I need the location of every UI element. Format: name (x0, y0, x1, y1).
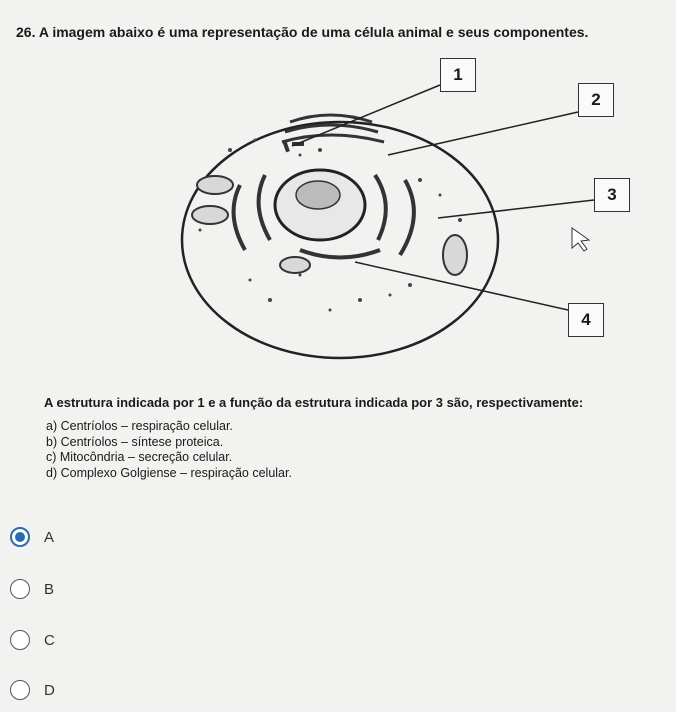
statement-b: b) Centríolos – síntese proteica. (46, 434, 224, 449)
radio-b[interactable] (10, 579, 30, 599)
nucleolus (296, 181, 340, 209)
choice-d-label: D (44, 681, 55, 699)
choice-d[interactable] (10, 677, 55, 703)
statement-d: d) Complexo Golgiense – respiração celular. (46, 465, 292, 480)
choice-a-label: A (44, 528, 55, 546)
radio-d[interactable] (10, 680, 30, 700)
statement-a: a) Centríolos – respiração celular. (46, 419, 233, 433)
radio-c[interactable] (10, 630, 30, 650)
label-box-4: 4 (568, 303, 604, 337)
radio-a[interactable] (10, 527, 30, 547)
choice-c[interactable] (10, 627, 55, 653)
label-box-2: 2 (578, 83, 614, 117)
choice-a[interactable] (10, 524, 54, 550)
label-box-3: 3 (594, 178, 630, 212)
choice-c-label: C (44, 631, 55, 649)
choice-b-label: B (44, 580, 55, 598)
statement-c: c) Mitocôndria – secreção celular. (46, 450, 233, 464)
choice-b[interactable] (10, 576, 54, 602)
mouse-cursor-icon (572, 228, 589, 251)
label-box-1: 1 (440, 58, 476, 92)
question-title: 26. A imagem abaixo é uma representação de uma célula animal e seus componentes. (16, 24, 589, 40)
question-prompt: A estrutura indicada por 1 e a função da estrutura indicada por 3 são, respectivamente: (44, 395, 584, 410)
statement-list (46, 419, 292, 481)
